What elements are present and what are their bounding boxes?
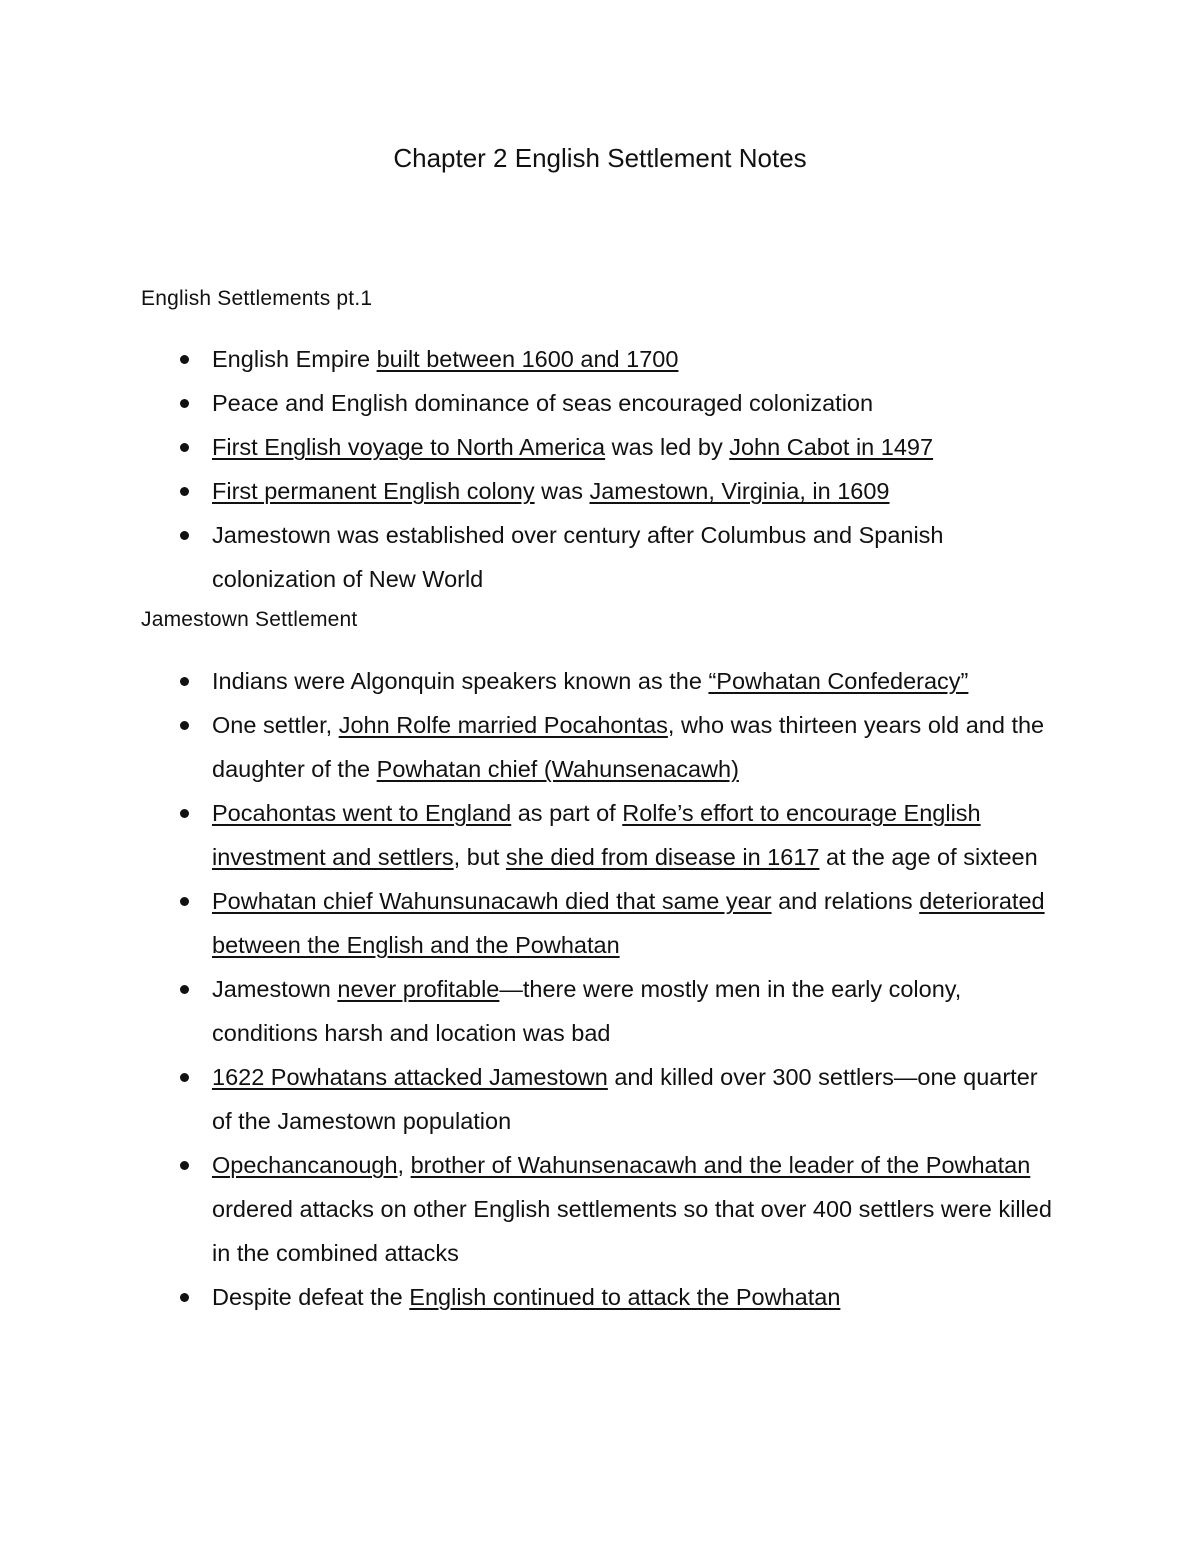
- text-segment: as part of: [511, 800, 623, 826]
- list-item: [176, 967, 1056, 1055]
- bullet-icon: [180, 1073, 189, 1082]
- underlined-text: John Cabot in 1497: [729, 434, 934, 460]
- list-item: [176, 879, 1056, 967]
- underlined-text: 1622 Powhatans attacked Jamestown: [212, 1064, 608, 1090]
- text-segment: , but: [453, 844, 506, 870]
- list-item: [176, 1143, 1056, 1275]
- text-segment: Indians were Algonquin speakers known as the: [212, 668, 709, 694]
- underlined-text: deteriorated between the English and the Powhatan: [212, 888, 1045, 958]
- bullet-icon: [180, 809, 189, 818]
- bullet-icon: [180, 355, 189, 364]
- text-segment: Jamestown was established over century after Columbus and Spanish colonization of New World: [212, 522, 944, 592]
- underlined-text: First permanent English colony: [212, 478, 535, 504]
- list-item: [176, 703, 1056, 791]
- section-heading-jamestown-settlement: Jamestown Settlement: [141, 608, 358, 631]
- text-segment: and relations: [771, 888, 920, 914]
- list-item: [176, 1275, 1056, 1319]
- underlined-text: built between 1600 and 1700: [376, 346, 679, 372]
- bullet-list-jamestown-settlement: [176, 659, 1056, 1319]
- underlined-text: First English voyage to North America: [212, 434, 606, 460]
- bullet-icon: [180, 721, 189, 730]
- bullet-icon: [180, 1293, 189, 1302]
- list-item: [176, 1055, 1056, 1143]
- list-item: [176, 513, 1056, 601]
- text-segment: English Empire: [212, 346, 377, 372]
- underlined-text: she died from disease in 1617: [505, 844, 820, 870]
- underlined-text: John Rolfe married Pocahontas: [338, 712, 668, 738]
- bullet-list-english-settlements: [176, 337, 1056, 601]
- bullet-icon: [180, 1161, 189, 1170]
- bullet-icon: [180, 443, 189, 452]
- underlined-text: never profitable: [337, 976, 500, 1002]
- list-item: [176, 469, 1056, 513]
- underlined-text: Jamestown, Virginia, in 1609: [589, 478, 890, 504]
- bullet-icon: [180, 531, 189, 540]
- text-segment: ,: [397, 1152, 411, 1178]
- text-segment: , who was thirteen years old and the daughter of the: [212, 712, 1045, 782]
- text-segment: ordered attacks on other English settlements so that over 400 settlers were killed in the combined attacks: [212, 1196, 1052, 1266]
- list-item: [176, 337, 1056, 381]
- bullet-icon: [180, 677, 189, 686]
- bullet-icon: [180, 399, 189, 408]
- list-item: [176, 381, 1056, 425]
- list-item: [176, 659, 1056, 703]
- underlined-text: “Powhatan Confederacy”: [708, 668, 969, 694]
- text-segment: at the age of sixteen: [819, 844, 1038, 870]
- underlined-text: Rolfe’s effort to encourage English investment and settlers: [212, 800, 981, 870]
- underlined-text: Powhatan chief Wahunsunacawh died that same year: [212, 888, 772, 914]
- underlined-text: Pocahontas went to England: [212, 800, 512, 826]
- page-title: Chapter 2 English Settlement Notes: [393, 143, 807, 173]
- text-segment: was led by: [605, 434, 730, 460]
- bullet-icon: [180, 487, 189, 496]
- list-item: [176, 791, 1056, 879]
- underlined-text: Opechancanough: [212, 1152, 398, 1178]
- underlined-text: Powhatan chief (Wahunsenacawh): [376, 756, 739, 782]
- text-segment: Peace and English dominance of seas encouraged colonization: [212, 390, 874, 416]
- text-segment: was: [534, 478, 590, 504]
- text-segment: —there were mostly men in the early colony, conditions harsh and location was bad: [212, 976, 962, 1046]
- text-segment: Despite defeat the: [212, 1284, 410, 1310]
- underlined-text: English continued to attack the Powhatan: [409, 1284, 841, 1310]
- text-segment: Jamestown: [212, 976, 338, 1002]
- list-item: [176, 425, 1056, 469]
- underlined-text: brother of Wahunsenacawh and the leader of the Powhatan: [410, 1152, 1031, 1178]
- bullet-icon: [180, 985, 189, 994]
- bullet-icon: [180, 897, 189, 906]
- section-heading-english-settlements: English Settlements pt.1: [141, 287, 373, 310]
- text-segment: One settler,: [212, 712, 339, 738]
- text-segment: and killed over 300 settlers—one quarter of the Jamestown population: [212, 1064, 1038, 1134]
